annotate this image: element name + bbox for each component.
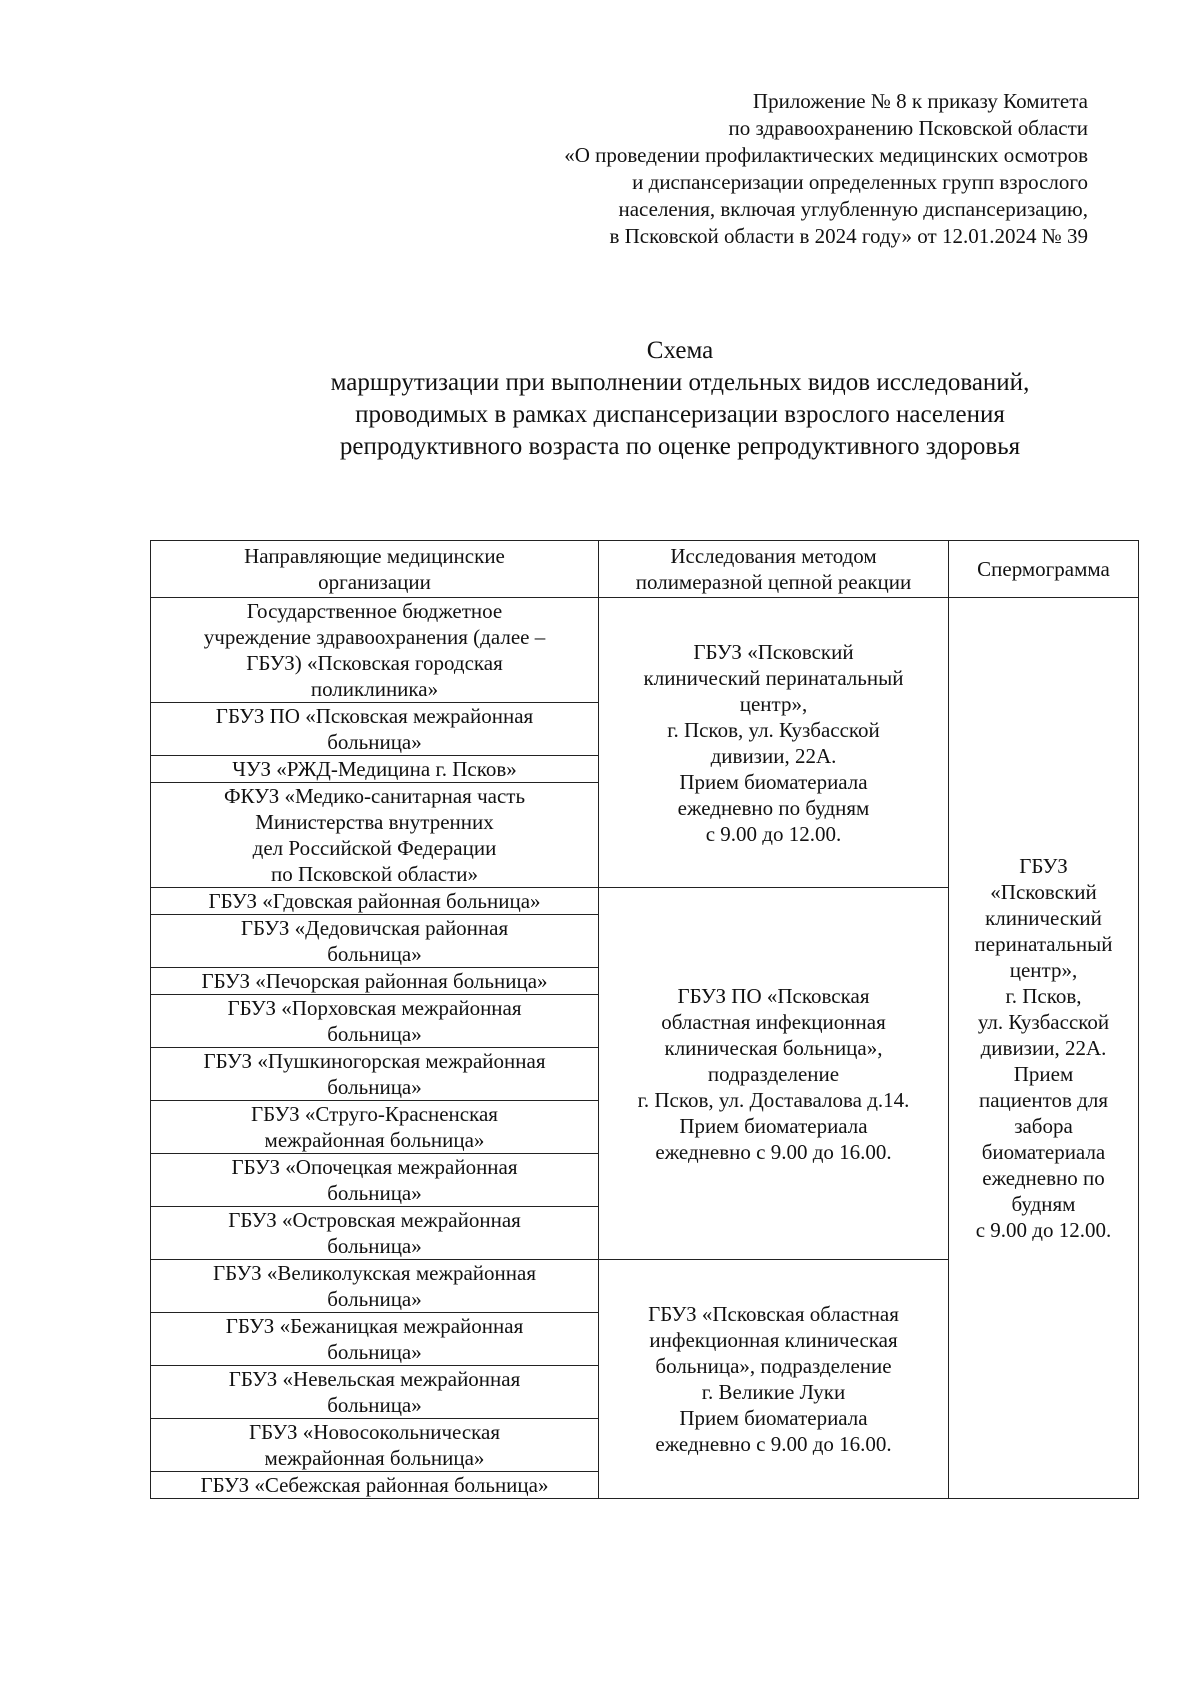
org-text-line: Государственное бюджетное xyxy=(246,599,503,623)
referring-organization xyxy=(151,1101,599,1154)
org-text-line: ГБУЗ «Гдовская районная больница» xyxy=(208,889,541,913)
title-line: маршрутизации при выполнении отдельных видов исследований, xyxy=(330,369,1030,396)
referring-organization xyxy=(151,1419,599,1472)
org-text-line: по Псковской области» xyxy=(270,862,479,886)
pcr-text-line: центр», xyxy=(739,691,808,716)
document-header xyxy=(564,88,1088,250)
header-line: и диспансеризации определенных групп взрослого xyxy=(632,170,1088,194)
referring-organization xyxy=(151,783,599,888)
sperm-text-line: Прием xyxy=(1013,1062,1074,1086)
header-text-line: Спермограмма xyxy=(977,557,1110,581)
referring-organization xyxy=(151,1313,599,1366)
sperm-text-line: будням xyxy=(1011,1192,1076,1216)
sperm-text-line: ежедневно по xyxy=(982,1166,1105,1190)
org-text-line: больница» xyxy=(327,1022,422,1046)
pcr-text-line: инфекционная клиническая xyxy=(649,1328,898,1352)
header-text-line: Направляющие медицинские xyxy=(244,544,505,568)
pcr-text-line: больница», подразделение xyxy=(655,1354,892,1378)
referring-organization xyxy=(151,1366,599,1419)
sperm-text-line: центр», xyxy=(1009,958,1078,982)
sperm-text-line: биоматериала xyxy=(981,1140,1106,1164)
org-text-line: ГБУЗ «Пушкиногорская межрайонная xyxy=(203,1049,546,1073)
pcr-text-line: г. Псков, ул. Кузбасской xyxy=(667,717,880,742)
pcr-text-line: подразделение xyxy=(707,1061,840,1086)
table-body xyxy=(151,598,1139,1499)
pcr-lab-cell xyxy=(599,598,949,888)
title-line: проводимых в рамках диспансеризации взрослого населения xyxy=(355,401,1005,428)
sperm-text-line: перинатальный xyxy=(974,932,1113,956)
org-text-line: больница» xyxy=(327,1287,422,1311)
header-orgs xyxy=(151,541,599,598)
pcr-text-line: областная инфекционная xyxy=(661,1009,886,1034)
pcr-lab-cell xyxy=(599,1260,949,1499)
referring-organization xyxy=(151,888,599,915)
org-text-line: ГБУЗ «Струго-Красненская xyxy=(251,1102,498,1126)
spermogram-cell xyxy=(949,598,1139,1499)
title-line: Схема xyxy=(646,337,714,364)
referring-organization xyxy=(151,756,599,783)
sperm-text-line: забора xyxy=(1014,1114,1073,1138)
org-text-line: ГБУЗ) «Псковская городская xyxy=(246,651,503,675)
pcr-text-line: г. Псков, ул. Доставалова д.14. xyxy=(637,1087,910,1112)
header-text-line: организации xyxy=(318,570,431,594)
org-text-line: ГБУЗ «Дедовичская районная xyxy=(240,916,509,940)
header-line: в Псковской области в 2024 году» от 12.01.2024 № 39 xyxy=(609,224,1088,248)
org-text-line: ГБУЗ «Бежаницкая межрайонная xyxy=(225,1314,524,1338)
org-text-line: больница» xyxy=(327,1340,422,1364)
org-text-line: больница» xyxy=(327,1075,422,1099)
pcr-text-line: ежедневно с 9.00 до 16.00. xyxy=(655,1432,892,1456)
org-text-line: ГБУЗ ПО «Псковская межрайонная xyxy=(215,704,534,728)
org-text-line: ГБУЗ «Невельская межрайонная xyxy=(228,1367,521,1391)
org-text-line: ГБУЗ «Себежская районная больница» xyxy=(200,1473,549,1497)
org-text-line: больница» xyxy=(327,1393,422,1417)
pcr-text-line: с 9.00 до 12.00. xyxy=(705,821,842,846)
pcr-text-line: ГБУЗ «Псковский xyxy=(693,639,854,664)
sperm-text-line: пациентов для xyxy=(979,1088,1108,1112)
referring-organization xyxy=(151,1154,599,1207)
header-pcr xyxy=(599,541,949,598)
header-line: по здравоохранению Псковской области xyxy=(728,116,1088,140)
header-sperm xyxy=(949,541,1139,598)
sperm-text-line: «Псковский xyxy=(990,880,1097,904)
pcr-text-line: ГБУЗ ПО «Псковская xyxy=(677,983,870,1008)
header-text-line: Исследования методом xyxy=(670,544,877,568)
header-line: «О проведении профилактических медицинских осмотров xyxy=(564,143,1088,167)
org-text-line: ЧУЗ «РЖД-Медицина г. Псков» xyxy=(232,757,517,781)
referring-organization xyxy=(151,1260,599,1313)
document-title xyxy=(150,335,1200,463)
pcr-text-line: Прием биоматериала xyxy=(679,1406,868,1430)
sperm-text-line: клинический xyxy=(985,906,1102,930)
pcr-text-line: Прием биоматериала xyxy=(679,1113,868,1138)
org-text-line: больница» xyxy=(327,1234,422,1258)
referring-organization xyxy=(151,995,599,1048)
pcr-text-line: ежедневно с 9.00 до 16.00. xyxy=(655,1139,892,1164)
org-text-line: ГБУЗ «Островская межрайонная xyxy=(228,1208,521,1232)
org-text-line: ГБУЗ «Опочецкая межрайонная xyxy=(231,1155,518,1179)
org-text-line: Министерства внутренних xyxy=(255,810,494,834)
org-text-line: поликлиника» xyxy=(310,677,439,701)
sperm-text-line: дивизии, 22А. xyxy=(980,1036,1107,1060)
org-text-line: ГБУЗ «Великолукская межрайонная xyxy=(213,1261,536,1285)
referring-organization xyxy=(151,1207,599,1260)
pcr-text-line: Прием биоматериала xyxy=(679,769,868,794)
pcr-lab-cell xyxy=(599,888,949,1260)
pcr-text-line: г. Великие Луки xyxy=(701,1380,846,1404)
sperm-text-line: ГБУЗ xyxy=(1019,854,1068,878)
referring-organization xyxy=(151,968,599,995)
org-text-line: ГБУЗ «Новосокольническая xyxy=(248,1420,501,1444)
org-text-line: дел Российской Федерации xyxy=(252,836,497,860)
table-row xyxy=(151,598,1139,703)
pcr-text-line: клинический перинатальный xyxy=(643,665,904,690)
sperm-text-line: ул. Кузбасской xyxy=(977,1010,1110,1034)
referring-organization xyxy=(151,703,599,756)
sperm-text-line: г. Псков, xyxy=(1005,984,1082,1008)
org-text-line: ФКУЗ «Медико-санитарная часть xyxy=(223,784,526,808)
pcr-text-line: ежедневно по будням xyxy=(677,795,870,820)
table-header-row xyxy=(151,541,1139,598)
referring-organization xyxy=(151,1048,599,1101)
org-text-line: ГБУЗ «Печорская районная больница» xyxy=(201,969,548,993)
header-text-line: полимеразной цепной реакции xyxy=(635,570,912,594)
referring-organization xyxy=(151,598,599,703)
routing-table xyxy=(150,540,1139,1499)
org-text-line: учреждение здравоохранения (далее – xyxy=(203,625,546,649)
sperm-text-line: с 9.00 до 12.00. xyxy=(975,1218,1112,1242)
referring-organization xyxy=(151,1472,599,1499)
referring-organization xyxy=(151,915,599,968)
title-line: репродуктивного возраста по оценке репродуктивного здоровья xyxy=(339,433,1021,460)
org-text-line: межрайонная больница» xyxy=(264,1446,485,1470)
header-line: населения, включая углубленную диспансеризацию, xyxy=(618,197,1088,221)
header-line: Приложение № 8 к приказу Комитета xyxy=(752,89,1088,113)
org-text-line: межрайонная больница» xyxy=(264,1128,485,1152)
org-text-line: ГБУЗ «Порховская межрайонная xyxy=(227,996,522,1020)
org-text-line: больница» xyxy=(327,1181,422,1205)
pcr-text-line: клиническая больница», xyxy=(664,1035,883,1060)
org-text-line: больница» xyxy=(327,730,422,754)
org-text-line: больница» xyxy=(327,942,422,966)
pcr-text-line: дивизии, 22А. xyxy=(710,743,837,768)
pcr-text-line: ГБУЗ «Псковская областная xyxy=(648,1302,899,1326)
